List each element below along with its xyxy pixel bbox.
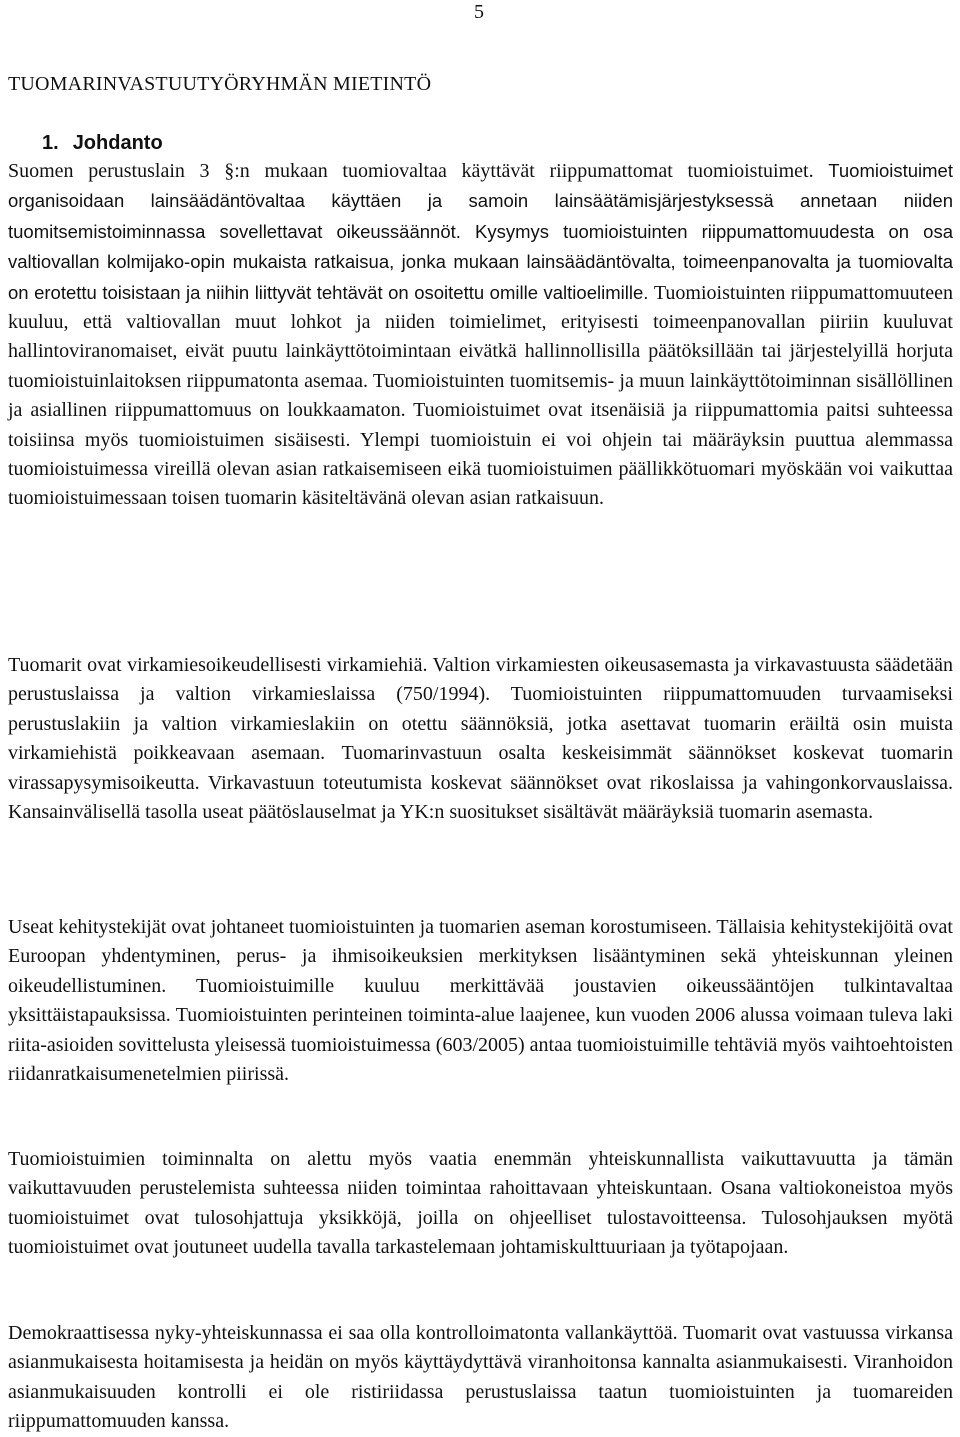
section-number: 1.: [42, 132, 59, 154]
document-title: TUOMARINVASTUUTYÖRYHMÄN MIETINTÖ: [8, 73, 432, 95]
paragraph-1-sans-segment: Tuomioistuimet organisoidaan lainsäädäntövaltaa käyttäen ja samoin lainsäätämisjärjestyksessä annetaan niiden tuomitsemistoiminnassa sovellettavat oikeussäännöt. Kysymys tuomioistuinten riippumattomuudesta on osa valtiovallan kolmijako-opin mukaista ratkaisua, jonka mukaan lainsäädäntövalta, toimeenpanovalta ja tuomiovalta on erotettu toisistaan ja niihin liittyvät tehtävät on osoitettu omille valtioelimille.: [8, 160, 953, 303]
section-heading: [42, 130, 163, 156]
section-title: Johdanto: [72, 132, 163, 154]
paragraph-4: Tuomioistuimien toiminnalta on alettu myös vaatia enemmän yhteiskunnallista vaikuttavuutta ja tämän vaikuttavuuden perustelemista suhteessa niiden toimintaa rahoittavaan yhteiskuntaan. Osana valtiokoneistoa myös tuomioistuimet ovat tulosohjattuja yksikköjä, joilla on ohjeelliset tulostavoitteensa. Tulosohjauksen myötä tuomioistuimet ovat joutuneet uudella tavalla tarkastelemaan johtamiskulttuuriaan ja työtapojaan.: [8, 1148, 953, 1259]
paragraph-1: [8, 156, 953, 514]
paragraph-1-rest: Tuomioistuinten riippumattomuuteen kuuluu, että valtiovallan muut lohkot ja niiden toimielimet, erityisesti toimeenpanovallan piiriin kuuluvat hallintoviranomaiset, eivät puutu lainkäyttötoimintaan eivätkä hallinnollisilla päätöksillään tai järjestelyillä horjuta tuomioistuinlaitoksen riippumatonta asemaa. Tuomioistuinten tuomitsemis- ja muun lainkäyttötoiminnan sisällöllinen ja asiallinen riippumattomuus on loukkaamaton. Tuomioistuimet ovat itsenäisiä ja riippumattomia paitsi suhteessa toisiinsa myös tuomioistuimen sisäisesti. Ylempi tuomioistuin ei voi ohjein tai määräyksin puuttua alemmassa tuomioistuimessa vireillä olevan asian ratkaisemiseen eikä tuomioistuimen päällikkötuomari myöskään voi vaikuttaa tuomioistuimessaan toisen tuomarin käsiteltävänä olevan asian ratkaisuun.: [8, 281, 953, 510]
paragraph-1-sentence-1: Suomen perustuslain 3 §:n mukaan tuomiovaltaa käyttävät riippumattomat tuomioistuimet.: [8, 160, 829, 182]
paragraph-2: Tuomarit ovat virkamiesoikeudellisesti virkamiehiä. Valtion virkamiesten oikeusasemasta ja virkavastuusta säädetään perustuslaissa ja valtion virkamieslaissa (750/1994). Tuomioistuinten riippumattomuuden turvaamiseksi perustuslakiin ja valtion virkamieslakiin on otettu säännöksiä, jotka asettavat tuomarin eräiltä osin muista virkamiehistä poikkeavaan asemaan. Tuomarinvastuun osalta keskeisimmät säännökset koskevat tuomarin virassapysymisoikeutta. Virkavastuun toteutumista koskevat säännökset ovat rikoslaissa ja vahingonkorvauslaissa. Kansainvälisellä tasolla useat päätöslauselmat ja YK:n suositukset sisältävät määräyksiä tuomarin asemasta.: [8, 654, 953, 824]
page-number: 5: [474, 1, 484, 23]
paragraph-5: Demokraattisessa nyky-yhteiskunnassa ei saa olla kontrolloimatonta vallankäyttöä. Tuomarit ovat vastuussa virkansa asianmukaisesta hoitamisesta ja heidän on myös käyttäydyttävä viranhoitonsa kannalta asianmukaisesti. Viranhoidon asianmukaisuuden kontrolli ei ole ristiriidassa perustuslaissa taatun tuomioistuinten ja tuomareiden riippumattomuuden kanssa.: [8, 1322, 953, 1433]
paragraph-3: Useat kehitystekijät ovat johtaneet tuomioistuinten ja tuomarien aseman korostumiseen. Tällaisia kehitystekijöitä ovat Euroopan yhdentyminen, perus- ja ihmisoikeuksien merkityksen lisääntyminen sekä yhteiskunnan yleinen oikeudellistuminen. Tuomioistuimille kuuluu merkittävää joustavien oikeussääntöjen tulkintavaltaa yksittäistapauksissa. Tuomioistuinten perinteinen toiminta-alue laajenee, kun vuoden 2006 alussa voimaan tuleva laki riita-asioiden sovittelusta yleisessä tuomioistuimessa (603/2005) antaa tuomioistuimille tehtäviä myös vaihtoehtoisten riidanratkaisumenetelmien piirissä.: [8, 916, 953, 1086]
